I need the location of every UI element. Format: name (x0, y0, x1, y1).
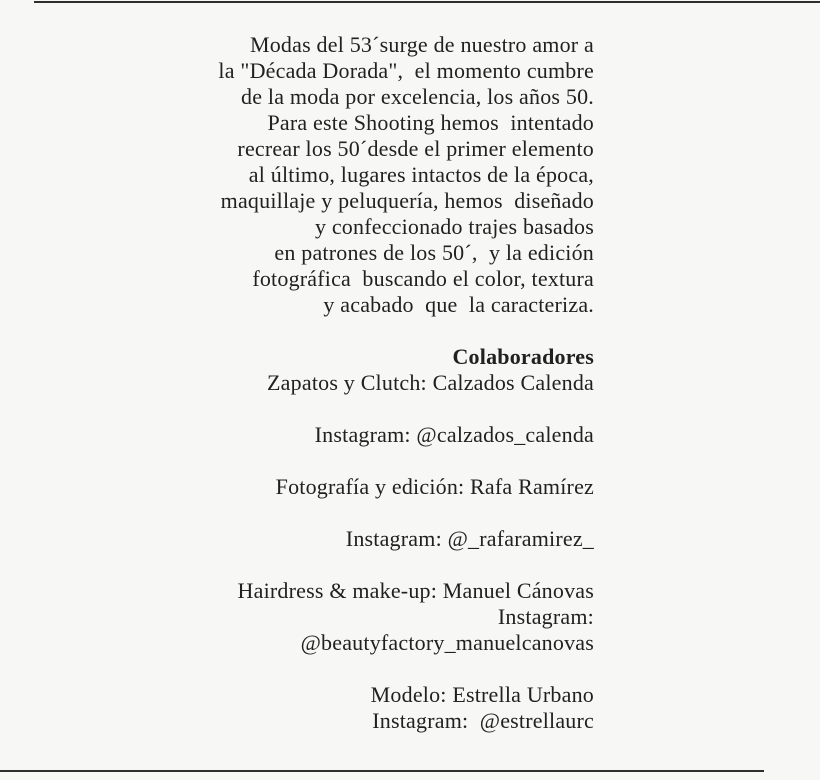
paragraph-line: fotográfica buscando el color, textura (252, 266, 594, 291)
credit-hair-makeup-instagram-handle: @beautyfactory_manuelcanovas (300, 630, 594, 655)
paragraph-line: de la moda por excelencia, los años 50. (241, 84, 594, 109)
credit-shoes-instagram: Instagram: @calzados_calenda (314, 422, 594, 447)
paragraph-line: maquillaje y peluquería, hemos diseñado (220, 188, 594, 213)
paragraph-line: Modas del 53´surge de nuestro amor a (249, 32, 594, 57)
credit-photography: Fotografía y edición: Rafa Ramírez (275, 474, 594, 499)
paragraph-line: recrear los 50´desde el primer elemento (237, 136, 594, 161)
credit-model: Modelo: Estrella Urbano (370, 682, 594, 707)
bottom-rule (0, 770, 764, 772)
paragraph-line: en patrones de los 50´, y la edición (274, 240, 594, 265)
paragraph-line: y acabado que la caracteriza. (323, 292, 594, 317)
intro-paragraph (74, 32, 594, 318)
credit-hair-makeup-instagram-label: Instagram: (497, 604, 594, 629)
text-column (74, 32, 594, 734)
credit-model-instagram: Instagram: @estrellaurc (372, 708, 594, 733)
credits-heading: Colaboradores (452, 344, 594, 369)
paragraph-line: Para este Shooting hemos intentado (267, 110, 594, 135)
paragraph-line: la "Década Dorada", el momento cumbre (218, 58, 594, 83)
top-rule (34, 1, 820, 3)
paragraph-line: y confeccionado trajes basados (314, 214, 594, 239)
credit-shoes: Zapatos y Clutch: Calzados Calenda (267, 370, 594, 395)
credit-hair-makeup: Hairdress & make-up: Manuel Cánovas (237, 578, 594, 603)
paragraph-line: al último, lugares intactos de la época, (248, 162, 594, 187)
credit-photography-instagram: Instagram: @_rafaramirez_ (345, 526, 594, 551)
